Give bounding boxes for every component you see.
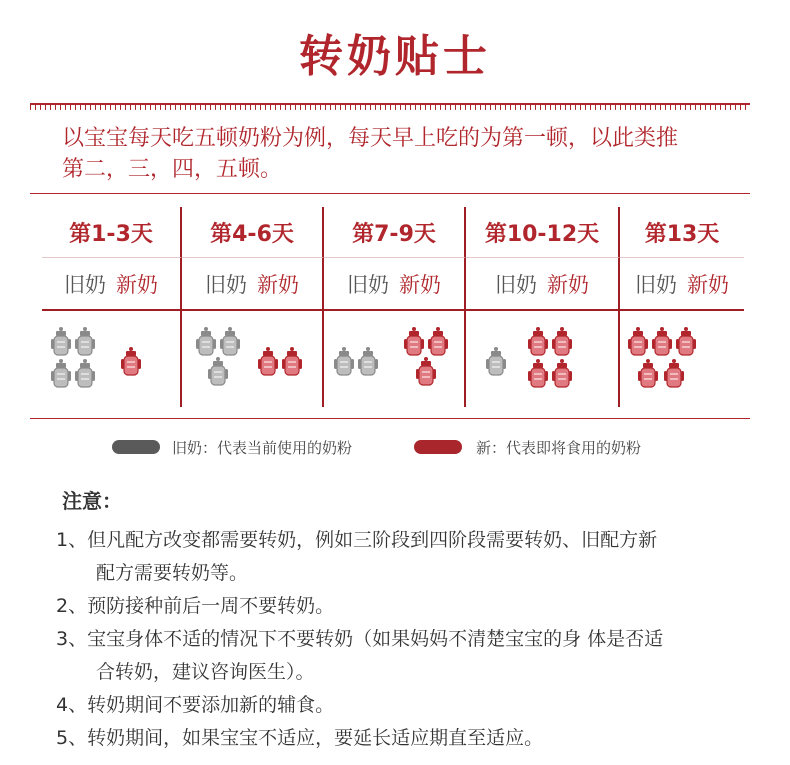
- old-bottle-icon: [208, 357, 228, 387]
- page-title: 转奶贴士: [299, 31, 491, 82]
- old-milk-label: 旧奶: [495, 272, 537, 297]
- new-bottle-icon: [416, 357, 436, 387]
- stage-labels-3: [324, 257, 466, 309]
- new-bottle-icon: [552, 359, 572, 389]
- new-bottle-icon: [282, 347, 302, 377]
- old-bottle-icon: [358, 347, 378, 377]
- new-milk-legend-text: 新：代表即将食用的奶粉: [476, 439, 642, 457]
- stage-labels-2: [182, 257, 324, 309]
- old-milk-swatch: [112, 440, 160, 454]
- new-bottle-icon: [652, 327, 672, 357]
- stage-labels-5: [620, 257, 744, 309]
- notice-item: 4、转奶期间不要添加新的辅食。: [56, 694, 335, 716]
- notice-item: 2、预防接种前后一周不要转奶。: [56, 595, 335, 617]
- new-bottle-icon: [528, 327, 548, 357]
- intro-line-1: 以宝宝每天吃五顿奶粉为例，每天早上吃的为第一顿，以此类推: [62, 126, 679, 151]
- notice-list: [56, 524, 756, 755]
- notice-title: 注意：: [62, 489, 122, 513]
- stage-bottles-2: [182, 309, 324, 407]
- new-bottle-icon: [428, 327, 448, 357]
- new-bottle-icon: [528, 359, 548, 389]
- table-bottom-rule: [30, 418, 750, 419]
- old-bottle-icon: [486, 347, 506, 377]
- new-milk-label: 新奶: [116, 272, 158, 297]
- new-bottle-icon: [552, 327, 572, 357]
- old-milk-label: 旧奶: [635, 272, 677, 297]
- table-top-rule: [30, 193, 750, 194]
- stage-labels-1: [42, 257, 182, 309]
- stage-bottles-4: [466, 309, 620, 407]
- new-bottle-icon: [628, 327, 648, 357]
- intro-line-2: 第二，三，四，五顿。: [62, 157, 283, 182]
- old-bottle-icon: [51, 327, 71, 357]
- old-milk-legend-text: 旧奶：代表当前使用的奶粉: [172, 439, 353, 457]
- notice-item: 5、转奶期间，如果宝宝不适应，要延长适应期直至适应。: [56, 727, 544, 749]
- stage-header-3: 第7-9天: [324, 207, 466, 257]
- old-bottle-icon: [51, 359, 71, 389]
- new-bottle-icon: [121, 347, 141, 377]
- stage-bottles-1: [42, 309, 182, 407]
- new-bottle-icon: [258, 347, 278, 377]
- old-milk-label: 旧奶: [205, 272, 247, 297]
- old-bottle-icon: [196, 327, 216, 357]
- old-bottle-icon: [334, 347, 354, 377]
- new-milk-label: 新奶: [257, 272, 299, 297]
- new-milk-label: 新奶: [687, 272, 729, 297]
- new-bottle-icon: [664, 359, 684, 389]
- intro-text: [62, 123, 742, 185]
- stage-labels-4: [466, 257, 620, 309]
- legend: [0, 436, 790, 458]
- old-bottle-icon: [220, 327, 240, 357]
- title-divider: [30, 100, 750, 110]
- old-bottle-icon: [75, 327, 95, 357]
- stage-bottles-3: [324, 309, 466, 407]
- old-milk-label: 旧奶: [347, 272, 389, 297]
- stage-header-2: 第4-6天: [182, 207, 324, 257]
- new-milk-swatch: [414, 440, 462, 454]
- stage-header-4: 第10-12天: [466, 207, 620, 257]
- stage-header-5: 第13天: [644, 221, 720, 247]
- stage-bottles-5: [620, 309, 744, 407]
- old-bottle-icon: [75, 359, 95, 389]
- new-bottle-icon: [638, 359, 658, 389]
- new-milk-label: 新奶: [547, 272, 589, 297]
- new-bottle-icon: [676, 327, 696, 357]
- notice-item: 1、但凡配方改变都需要转奶，例如三阶段到四阶段需要转奶、旧配方新 配方需要转奶等。: [56, 529, 658, 584]
- notice-item: 3、宝宝身体不适的情况下不要转奶（如果妈妈不清楚宝宝的身 体是否适 合转奶，建议咨询医生）。: [56, 628, 664, 683]
- stage-table: [42, 207, 744, 407]
- stage-header-1: 第1-3天: [42, 207, 182, 257]
- new-milk-label: 新奶: [399, 272, 441, 297]
- new-bottle-icon: [404, 327, 424, 357]
- old-milk-label: 旧奶: [64, 272, 106, 297]
